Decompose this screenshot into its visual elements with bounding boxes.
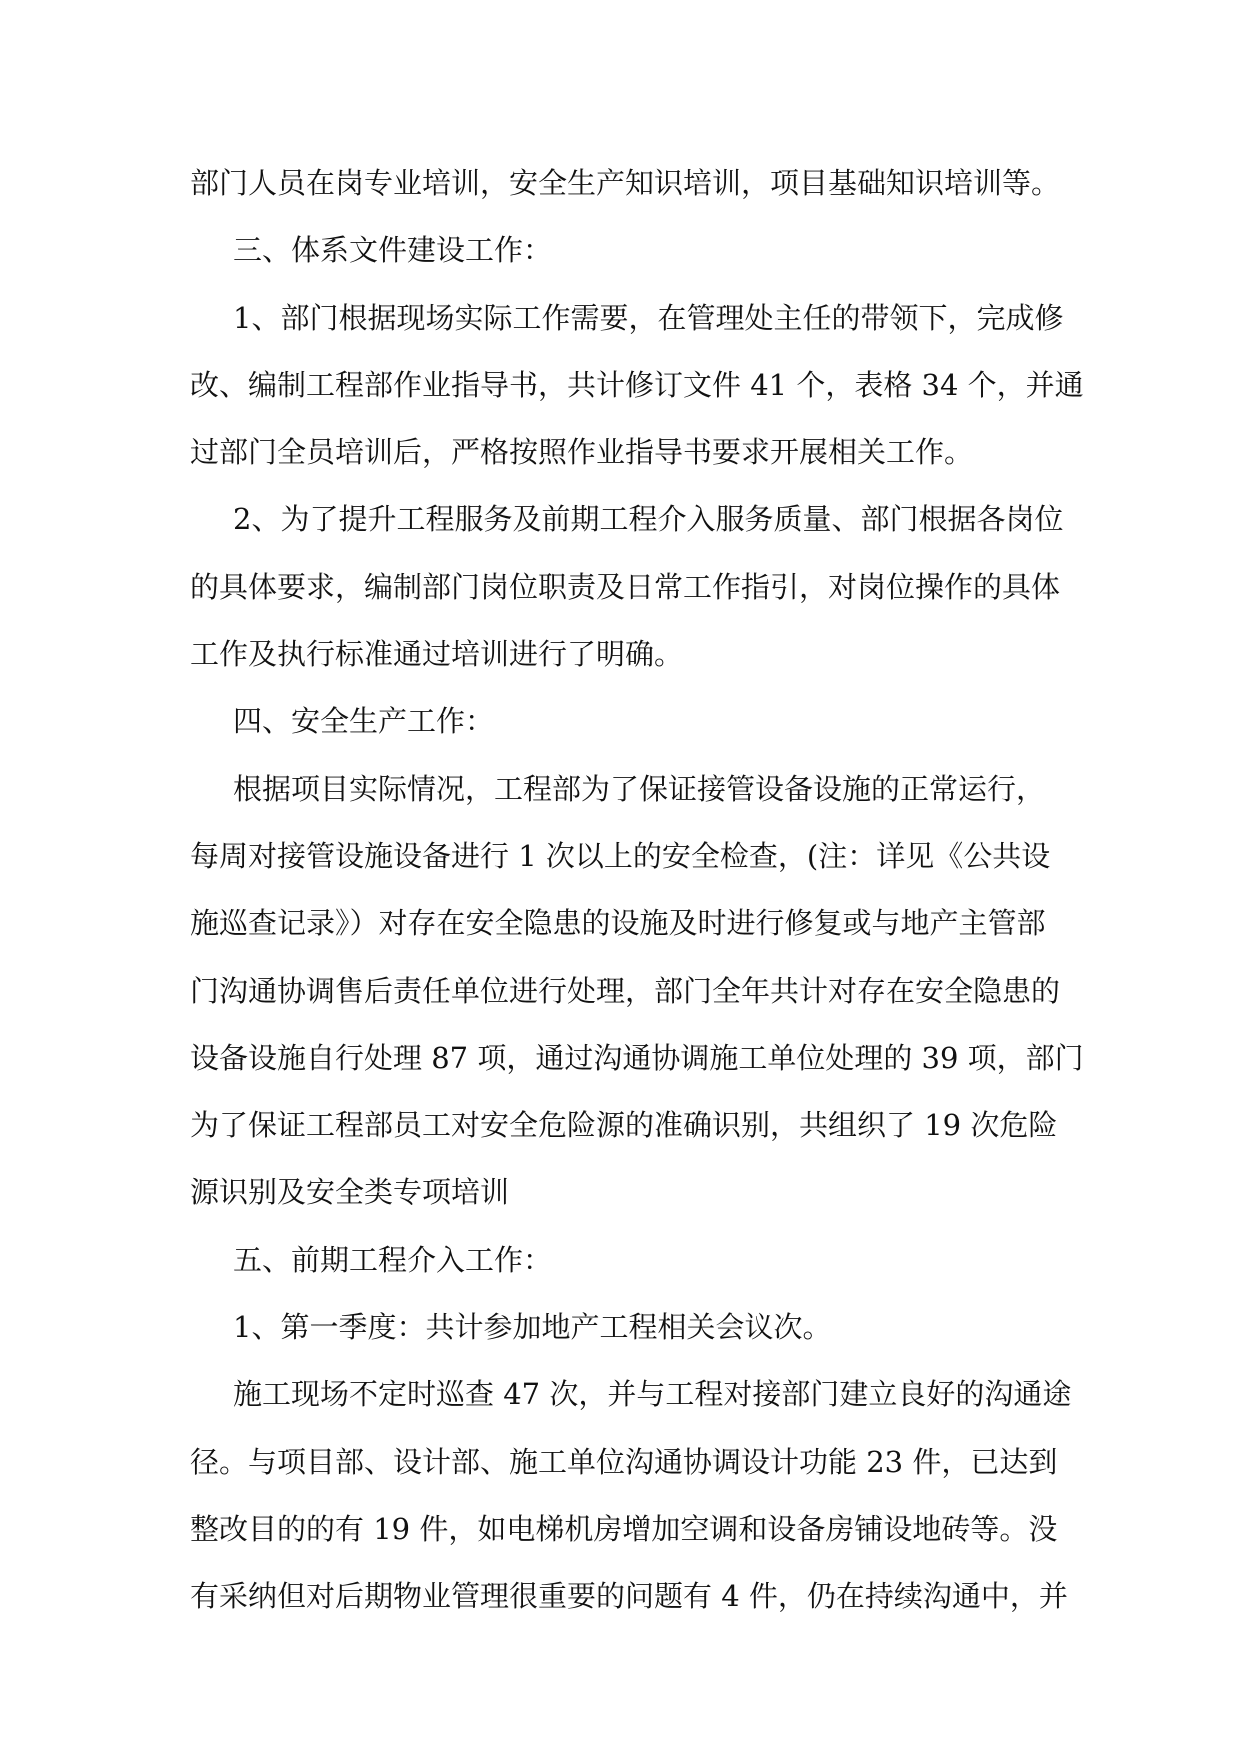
text-line: 1、第一季度：共计参加地产工程相关会议次。 [233, 1310, 832, 1345]
text-line: 工作及执行标准通过培训进行了明确。 [190, 637, 684, 672]
text-line: 2、为了提升工程服务及前期工程介入服务质量、部门根据各岗位 [233, 502, 1064, 537]
text-line: 1、部门根据现场实际工作需要，在管理处主任的带领下，完成修 [233, 300, 1064, 335]
text-line: 每周对接管设施设备进行 1 次以上的安全检查，(注：详见《公共设 [190, 838, 1051, 873]
text-line: 为了保证工程部员工对安全危险源的准确识别，共组织了 19 次危险 [190, 1108, 1058, 1143]
section-heading: 三、体系文件建设工作： [233, 233, 553, 268]
text-line: 施工现场不定时巡查 47 次，并与工程对接部门建立良好的沟通途 [233, 1377, 1072, 1412]
text-line: 设备设施自行处理 87 项，通过沟通协调施工单位处理的 39 项，部门 [190, 1040, 1084, 1075]
text-line: 整改目的的有 19 件，如电梯机房增加空调和设备房铺设地砖等。没 [190, 1511, 1058, 1546]
document-body [190, 150, 1084, 1631]
section-heading: 四、安全生产工作： [233, 704, 495, 739]
section-heading: 五、前期工程介入工作： [233, 1242, 553, 1277]
text-line: 有采纳但对后期物业管理很重要的问题有 4 件，仍在持续沟通中，并 [190, 1579, 1068, 1614]
text-line: 部门人员在岗专业培训，安全生产知识培训，项目基础知识培训等。 [190, 166, 1061, 200]
text-line: 径。与项目部、设计部、施工单位沟通协调设计功能 23 件，已达到 [190, 1444, 1058, 1479]
text-line: 过部门全员培训后，严格按照作业指导书要求开展相关工作。 [190, 435, 974, 470]
text-line: 门沟通协调售后责任单位进行处理，部门全年共计对存在安全隐患的 [190, 973, 1061, 1008]
text-line: 改、编制工程部作业指导书，共计修订文件 41 个，表格 34 个，并通 [190, 367, 1084, 402]
text-line: 根据项目实际情况，工程部为了保证接管设备设施的正常运行， [233, 771, 1046, 806]
text-line: 源识别及安全类专项培训 [190, 1175, 510, 1210]
text-line: 施巡查记录》）对存在安全隐患的设施及时进行修复或与地产主管部 [190, 906, 1046, 941]
text-line: 的具体要求，编制部门岗位职责及日常工作指引，对岗位操作的具体 [190, 569, 1061, 604]
